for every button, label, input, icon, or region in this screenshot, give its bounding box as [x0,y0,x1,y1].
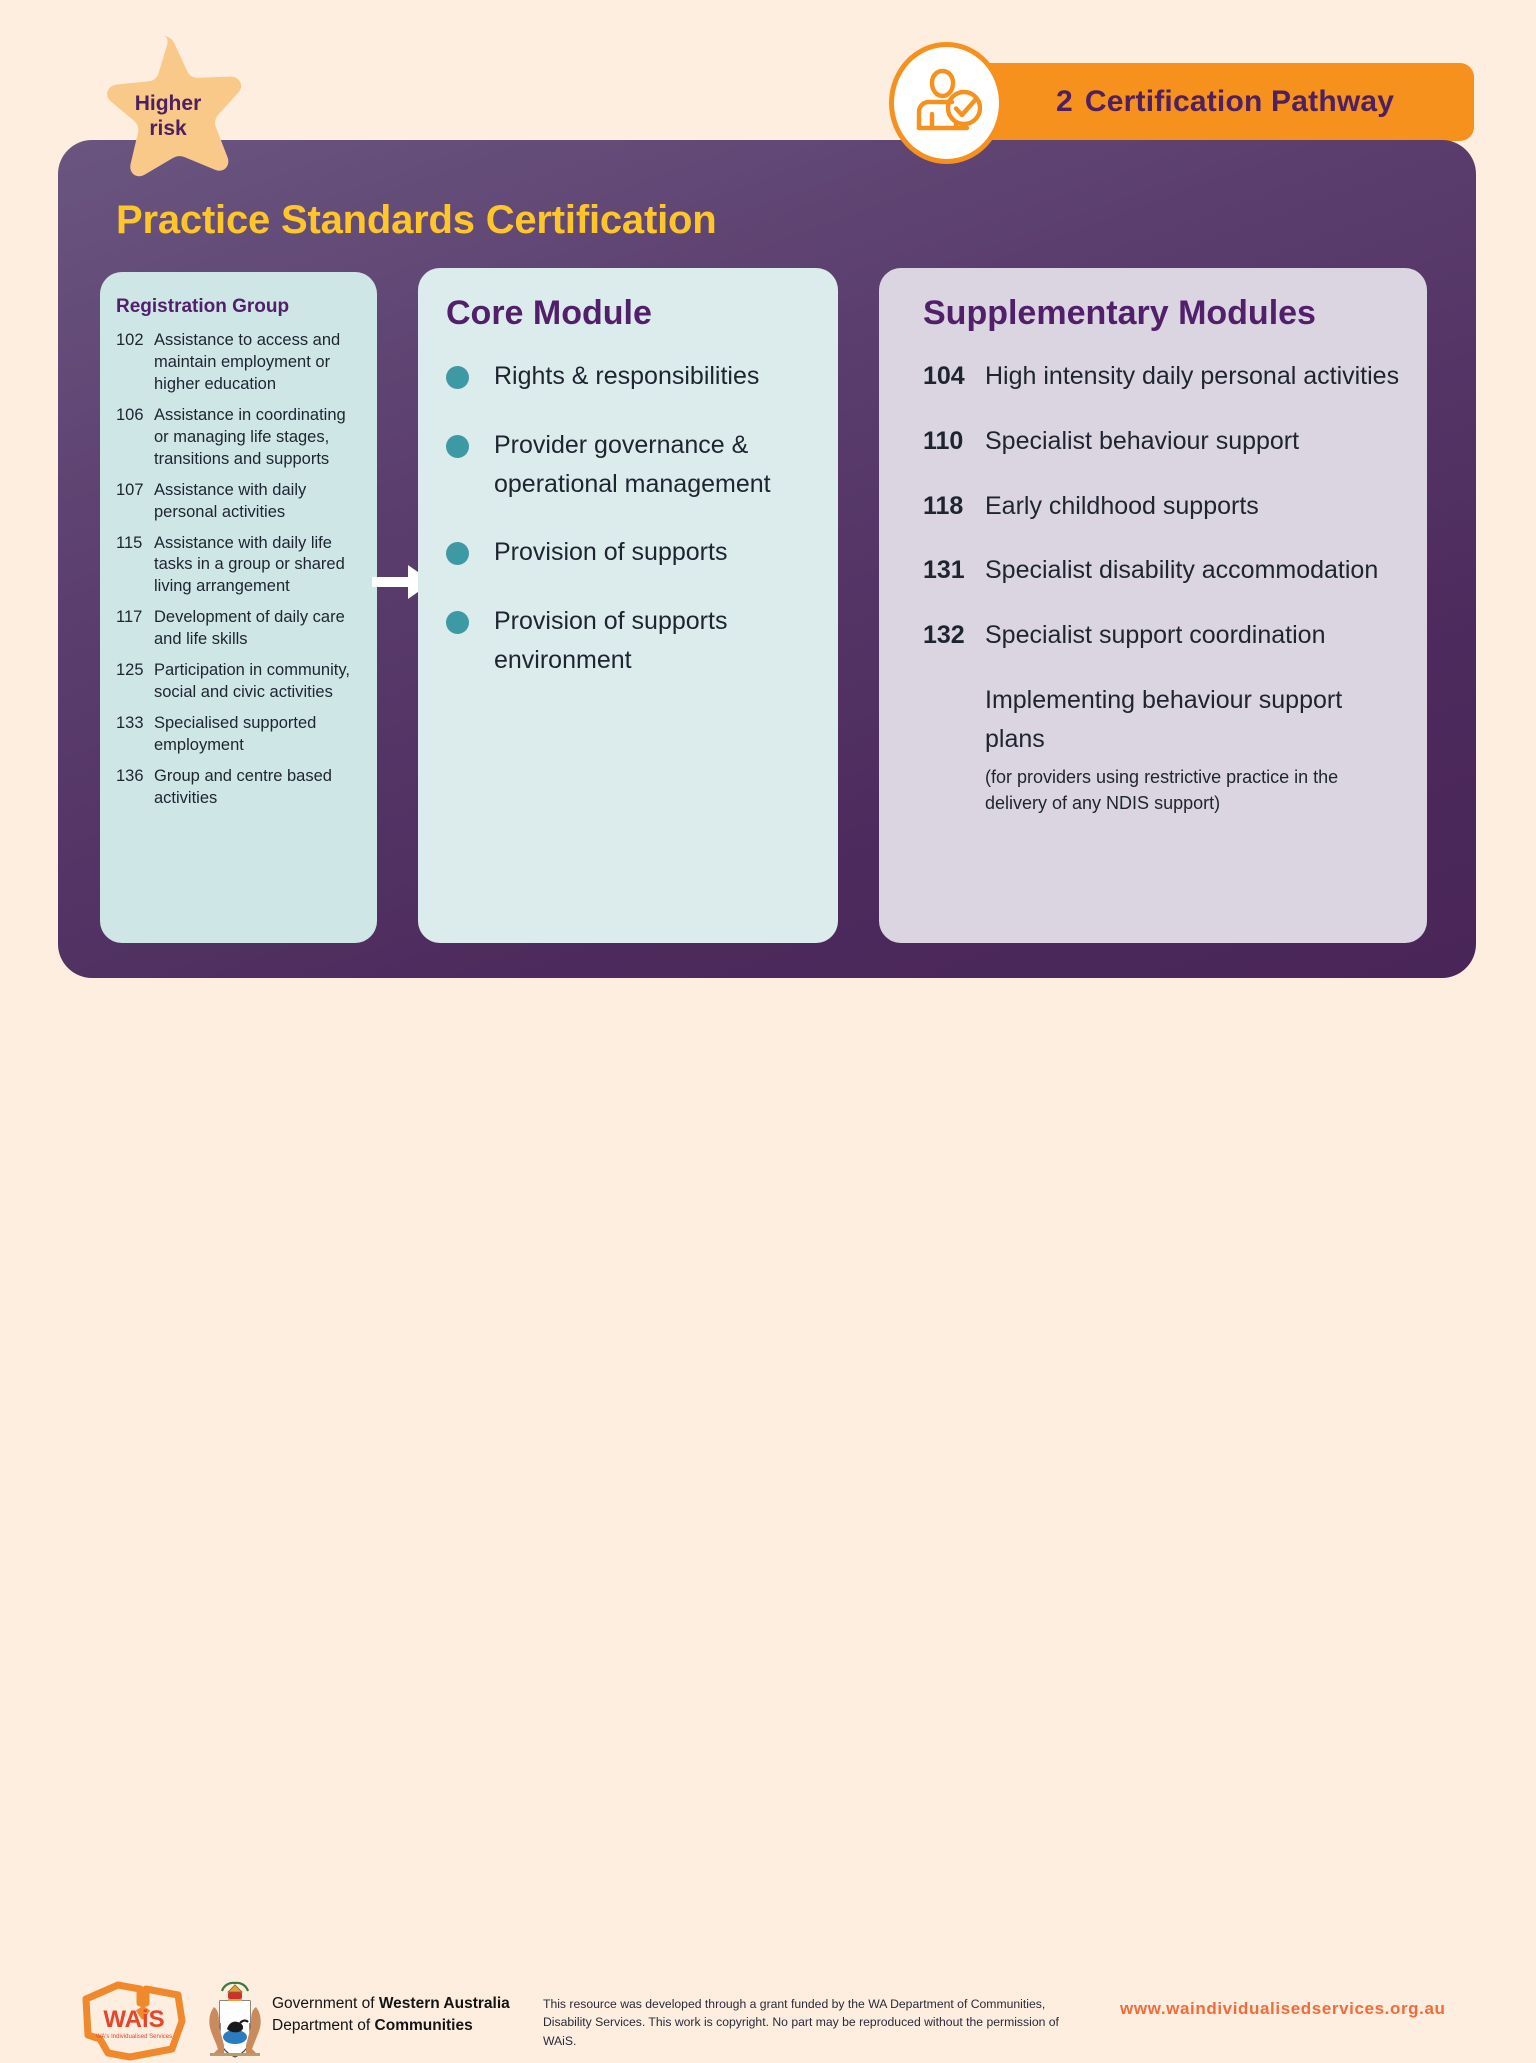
government-line2-prefix: Department of [272,2017,375,2034]
supplementary-modules-card [879,268,1427,943]
supplementary-module-label: Specialist behaviour support [985,426,1300,455]
header-title: Certification Pathway [1084,85,1395,118]
registration-group-code: 133 [116,714,144,733]
government-line1-prefix: Government of [272,1995,379,2012]
bullet-dot-icon [446,611,469,634]
registration-group-item [116,405,359,471]
government-line2-bold: Communities [374,2017,473,2034]
supplementary-module-label: Early childhood supports [985,491,1259,520]
registration-group-item [116,766,359,810]
registration-group-label: Participation in community, social and civic activities [154,661,350,702]
registration-group-code: 107 [116,480,144,499]
core-module-card [418,268,838,943]
supplementary-module-label: High intensity daily personal activities [985,362,1400,390]
core-module-item [446,602,814,680]
supplementary-module-item [923,422,1403,461]
supplementary-module-code: 132 [923,621,965,649]
registration-group-item [116,607,359,651]
supplementary-module-item [923,487,1403,526]
registration-group-item [116,330,359,396]
header-title-group [1056,85,1394,119]
website-link[interactable]: www.waindividualisedservices.org.au [1120,1999,1446,2018]
supplementary-module-label: Specialist disability accommodation [985,556,1379,585]
certification-pathway-header [960,63,1474,141]
government-line-2 [272,2015,510,2037]
registration-group-item [116,660,359,704]
registration-group-item [116,533,359,599]
higher-risk-line1: Higher [134,92,202,115]
registration-group-item [116,480,359,524]
supplementary-module-code: 104 [923,362,965,390]
core-module-item [446,357,814,396]
core-module-label: Provider governance & operational management [494,430,771,498]
core-module-label: Provision of supports environment [494,607,728,674]
registration-group-label: Assistance to access and maintain employment or higher education [154,331,341,393]
registration-group-code: 102 [116,331,144,349]
supplementary-module-extra-title: Implementing behaviour support plans [985,685,1343,753]
core-module-item [446,426,814,504]
core-module-label: Provision of supports [494,538,728,567]
registration-group-label: Assistance in coordinating or managing life stages, transitions and supports [154,405,346,468]
government-text [272,1993,510,2037]
registration-group-card [100,272,377,943]
registration-group-heading: Registration Group [116,296,290,317]
registration-group-label: Development of daily care and life skills [154,608,345,649]
registration-group-code: 125 [116,661,144,680]
supplementary-modules-heading: Supplementary Modules [923,294,1316,332]
supplementary-module-item [923,551,1403,590]
supplementary-module-label: Specialist support coordination [985,621,1326,649]
bullet-dot-icon [446,366,469,389]
registration-group-list [116,330,359,810]
registration-group-code: 117 [116,608,143,627]
registration-group-label: Assistance with daily personal activities [154,480,307,521]
core-module-heading: Core Module [446,294,652,332]
supplementary-module-code: 110 [923,426,964,455]
supplementary-module-item [923,357,1403,396]
wa-state-crest-icon [204,1979,266,2061]
bullet-dot-icon [446,435,469,458]
wais-logo-text: WAiS [103,2006,165,2033]
core-module-label: Rights & responsibilities [494,362,760,390]
registration-group-code: 106 [116,405,144,424]
higher-risk-star-icon [84,30,252,190]
core-module-list [446,357,814,680]
registration-group-label: Assistance with daily life tasks in a group or shared living arrangement [154,533,345,596]
bullet-dot-icon [446,542,469,565]
registration-group-code: 136 [116,766,144,785]
registration-group-item [116,713,359,757]
registration-group-label: Specialised supported employment [154,714,317,754]
supplementary-module-code: 131 [923,556,965,585]
government-line-1 [272,1993,510,2015]
supplementary-modules-list [923,357,1403,816]
higher-risk-line2: risk [149,116,187,140]
registration-group-code: 115 [116,533,143,552]
wais-logo-tagline: WA's Individualised Services [95,2034,173,2040]
copyright-disclaimer: This resource was developed through a grant funded by the WA Department of Communities, Disability Services. This work is copyright. No part may be reproduced without the permission of WAiS. [543,1997,1059,2048]
supplementary-module-code: 118 [923,491,964,520]
footer [0,985,1536,2048]
header-step-number: 2 [1056,85,1073,118]
registration-group-label: Group and centre based activities [154,766,332,807]
supplementary-module-extra-note: (for providers using restrictive practice in the delivery of any NDIS support) [985,767,1339,814]
supplementary-module-item [923,616,1403,655]
page-title: Practice Standards Certification [116,198,717,242]
wais-logo-icon [78,1977,190,2063]
government-line1-bold: Western Australia [378,1995,510,2012]
supplementary-module-extra [985,681,1403,817]
core-module-item [446,533,814,572]
person-with-check-badge-icon [889,42,1004,164]
